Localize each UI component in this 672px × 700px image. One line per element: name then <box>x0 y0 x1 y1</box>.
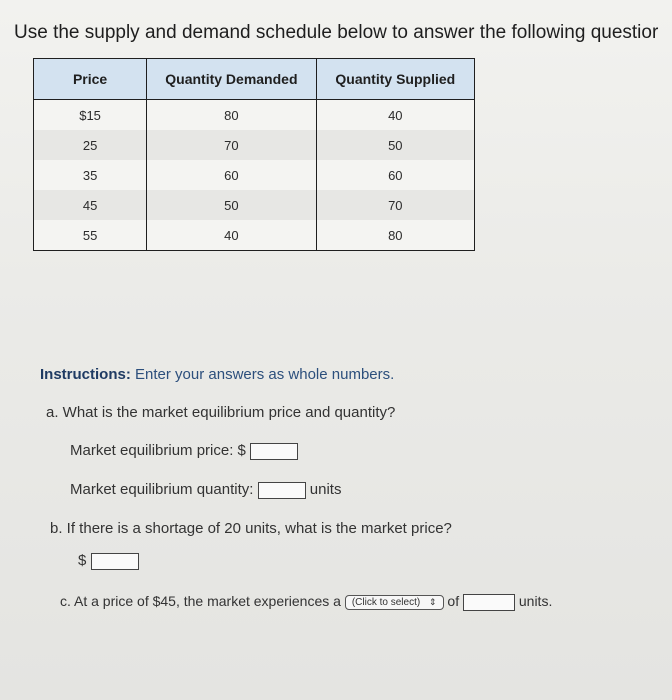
question-c <box>60 593 552 611</box>
dollar-sign: $ <box>78 552 87 569</box>
header-price: Price <box>34 59 147 100</box>
units-label: units <box>309 481 342 498</box>
qd-cell: 40 <box>147 220 316 251</box>
question-c-text: c. At a price of $45, the market experiences a <box>60 593 341 609</box>
table-row <box>34 160 475 190</box>
shortage-price-input[interactable] <box>91 553 139 570</box>
qd-cell: 50 <box>147 190 316 220</box>
supply-demand-table <box>33 58 475 251</box>
equilibrium-price-label: Market equilibrium price: $ <box>70 442 246 459</box>
question-b: b. If there is a shortage of 20 units, what is the market price? <box>50 520 452 537</box>
header-quantity-supplied: Quantity Supplied <box>316 59 474 100</box>
table-row <box>34 190 475 220</box>
equilibrium-price-input[interactable] <box>250 443 298 460</box>
instructions-label: Instructions: <box>40 366 131 383</box>
qs-cell: 70 <box>316 190 474 220</box>
price-cell: 25 <box>34 130 147 160</box>
question-a: a. What is the market equilibrium price and quantity? <box>46 404 396 421</box>
market-condition-select[interactable] <box>345 595 444 610</box>
table-row <box>34 130 475 160</box>
qs-cell: 50 <box>316 130 474 160</box>
shortage-price-row <box>78 552 139 570</box>
qs-cell: 40 <box>316 100 474 131</box>
instructions <box>40 366 394 383</box>
header-quantity-demanded: Quantity Demanded <box>147 59 316 100</box>
instructions-text: Enter your answers as whole numbers. <box>135 366 395 383</box>
qs-cell: 80 <box>316 220 474 251</box>
units-label-c: units. <box>518 593 553 609</box>
price-cell: 35 <box>34 160 147 190</box>
equilibrium-quantity-row <box>70 481 341 499</box>
qd-cell: 60 <box>147 160 316 190</box>
equilibrium-price-row <box>70 442 298 460</box>
table-row <box>34 100 475 131</box>
select-arrow-icon: ⇕ <box>428 596 437 607</box>
price-cell: $15 <box>34 100 147 131</box>
market-quantity-input[interactable] <box>463 594 515 611</box>
qd-cell: 80 <box>147 100 316 131</box>
price-cell: 55 <box>34 220 147 251</box>
qd-cell: 70 <box>147 130 316 160</box>
select-label: (Click to select) <box>351 596 421 608</box>
qs-cell: 60 <box>316 160 474 190</box>
table-row <box>34 220 475 251</box>
equilibrium-quantity-input[interactable] <box>258 482 306 499</box>
equilibrium-quantity-label: Market equilibrium quantity: <box>70 481 254 498</box>
price-cell: 45 <box>34 190 147 220</box>
of-label: of <box>447 593 460 609</box>
page-heading: Use the supply and demand schedule below to answer the following questior <box>14 22 659 43</box>
